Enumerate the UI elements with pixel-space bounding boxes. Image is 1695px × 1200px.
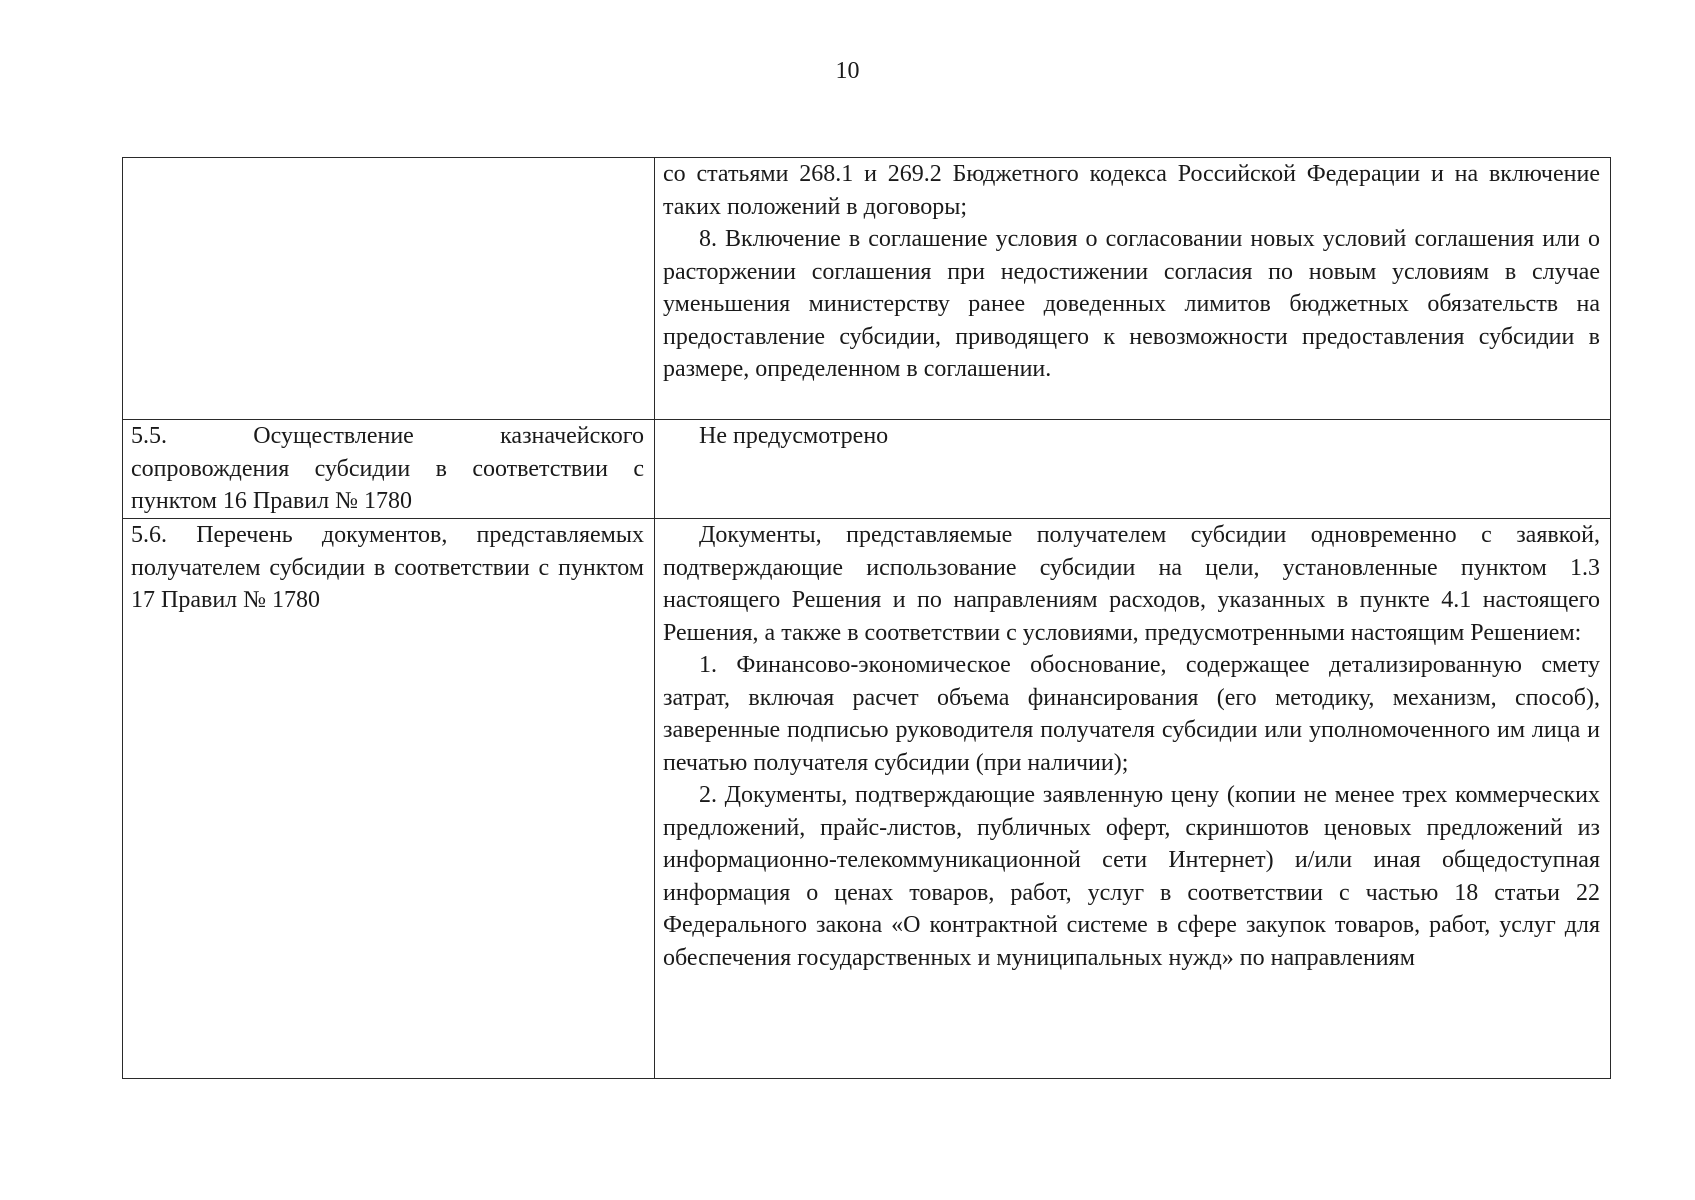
table-cell-right [655,420,1611,519]
cell-text: 5.5. Осуществление казначейского сопровождения субсидии в соответствии с пунктом 16 Правил № 1780 [131,423,644,514]
table-cell-left [123,158,655,420]
page-number: 10 [835,58,860,84]
cell-text: 5.6. Перечень документов, представляемых получателем субсидии в соответствии с пунктом 17 Правил № 1780 [131,522,644,613]
cell-paragraph: 1. Финансово-экономическое обоснование, содержащее детализированную смету затрат, включая расчет объема финансирования (его методику, механизм, способ), заверенные подписью руководителя получателя субсидии или уполномоченного им лица и печатью получателя субсидии (при наличии); [663,652,1600,776]
table-row [123,519,1611,1079]
table-row [123,420,1611,519]
table-cell-left [123,420,655,519]
cell-paragraph: 8. Включение в соглашение условия о согласовании новых условий соглашения или о расторжении соглашения при недостижении согласия по новым условиям в случае уменьшения министерству ранее доведенных лимитов бюджетных обязательств на предоставление субсидии, приводящего к невозможности предоставления субсидии в размере, определенном в соглашении. [663,226,1600,382]
document-table [122,157,1611,1079]
cell-paragraph: со статьями 268.1 и 269.2 Бюджетного кодекса Российской Федерации и на включение таких положений в договоры; [663,161,1600,220]
table-cell-right [655,519,1611,1079]
table-cell-right [655,158,1611,420]
table-row [123,158,1611,420]
cell-content [663,519,1600,1077]
cell-paragraph: 2. Документы, подтверждающие заявленную цену (копии не менее трех коммерческих предложений, прайс-листов, публичных оферт, скриншотов ценовых предложений из информационно-телекоммуникационной сети Интернет) и/или иная общедоступная информация о ценах товаров, работ, услуг в соответствии с частью 18 статьи 22 Федерального закона «О контрактной системе в сфере закупок товаров, работ, услуг для обеспечения государственных и муниципальных нужд» по направлениям [663,782,1600,971]
cell-paragraph: Не предусмотрено [699,423,889,449]
cell-paragraph: Документы, представляемые получателем субсидии одновременно с заявкой, подтверждающие использование субсидии на цели, установленные пунктом 1.3 настоящего Решения и по направлениям расходов, указанных в пункте 4.1 настоящего Решения, а также в соответствии с условиями, предусмотренными настоящим Решением: [663,522,1600,646]
table-cell-left [123,519,655,1079]
